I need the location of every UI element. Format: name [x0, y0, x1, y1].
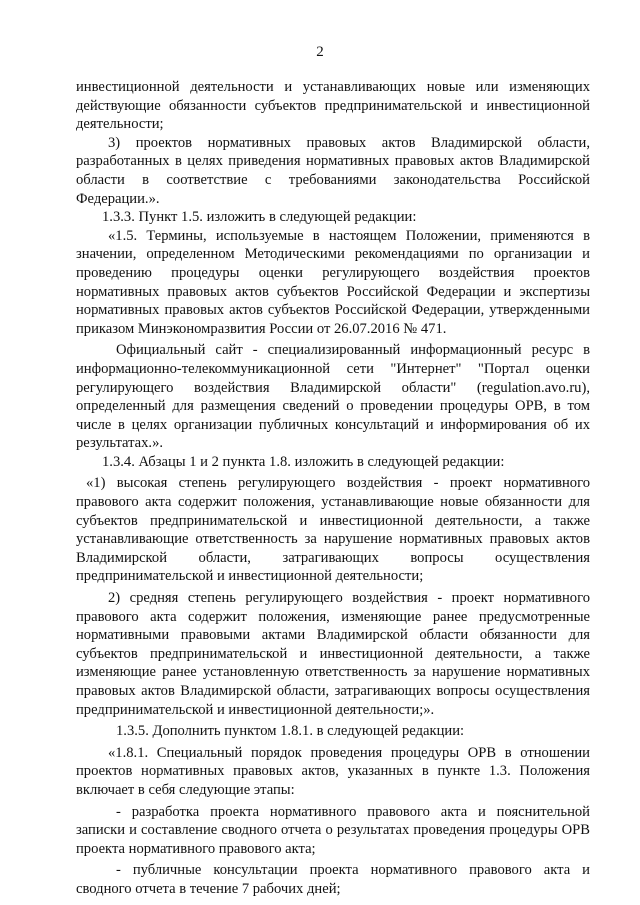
paragraph-investment-continuation: инвестиционной деятельности и устанавливающих новые или изменяющих действующие обязанности субъектов предпринимательской и инвестиционной деятельности; — [76, 79, 590, 133]
list-item-public-consultations: - публичные консультации проекта нормативного правового акта и сводного отчета в течение 7 рабочих дней; — [76, 862, 590, 897]
page-number: 2 — [316, 44, 324, 60]
paragraph-1-3-4: 1.3.4. Абзацы 1 и 2 пункта 1.8. изложить в следующей редакции: — [102, 453, 505, 470]
paragraph-1-3-5: 1.3.5. Дополнить пунктом 1.8.1. в следующей редакции: — [116, 723, 465, 740]
paragraph-medium-degree: 2) средняя степень регулирующего воздействия - проект нормативного правового акта содержит положения, изменяющие ранее предусмотренные нормативными правовыми актами Владимирской области обязанности для субъектов предпринимательской и инвестиционной деятельности, а также изменяющие ранее установленную ответственность за нарушение нормативных правовых актов Владимирской области, затрагивающих вопросы осуществления предпринимательской и инвестиционной деятельности;». — [76, 590, 590, 718]
paragraph-item-3: 3) проектов нормативных правовых актов Владимирской области, разработанных в целях приведения нормативных правовых актов Владимирской области в соответствие с требованиями законодательства Российской Федерации.». — [76, 134, 590, 207]
paragraph-1-3-3: 1.3.3. Пункт 1.5. изложить в следующей редакции: — [102, 209, 417, 226]
paragraph-high-degree: «1) высокая степень регулирующего воздействия - проект нормативного правового акта содержит положения, устанавливающие новые обязанности для субъектов предпринимательской и инвестиционной деятельности, а также устанавливающие ответственность за нарушение нормативных правовых актов Владимирской области, затрагивающих вопросы осуществления предпринимательской и инвестиционной деятельности; — [76, 475, 590, 585]
list-item-draft-development: - разработка проекта нормативного правового акта и пояснительной записки и составление сводного отчета о результатах проведения процедуры ОРВ проекта нормативного правового акта; — [76, 803, 590, 857]
paragraph-1-5-terms: «1.5. Термины, используемые в настоящем Положении, применяются в значении, определенном Методическими рекомендациями по организации и проведению процедуры оценки регулирующего воздействия проектов нормативных правовых актов субъектов Российской Федерации и экспертизы нормативных правовых актов субъектов Российской Федерации, утвержденными приказом Минэкономразвития России от 26.07.2016 № 471. — [76, 227, 590, 337]
paragraph-official-site: Официальный сайт - специализированный информационный ресурс в информационно-телекоммуникационной сети "Интернет" "Портал оценки регулирующего воздействия Владимирской области" (regulation.avo.ru), определенный для размещения сведений о проведении процедуры ОРВ, в том числе в целях организации публичных консультаций и информирования об их результатах.». — [76, 342, 590, 452]
document-body — [76, 78, 590, 899]
paragraph-1-8-1: «1.8.1. Специальный порядок проведения процедуры ОРВ в отношении проектов нормативных правовых актов, указанных в пункте 1.3. Положения включает в себя следующие этапы: — [76, 744, 590, 798]
